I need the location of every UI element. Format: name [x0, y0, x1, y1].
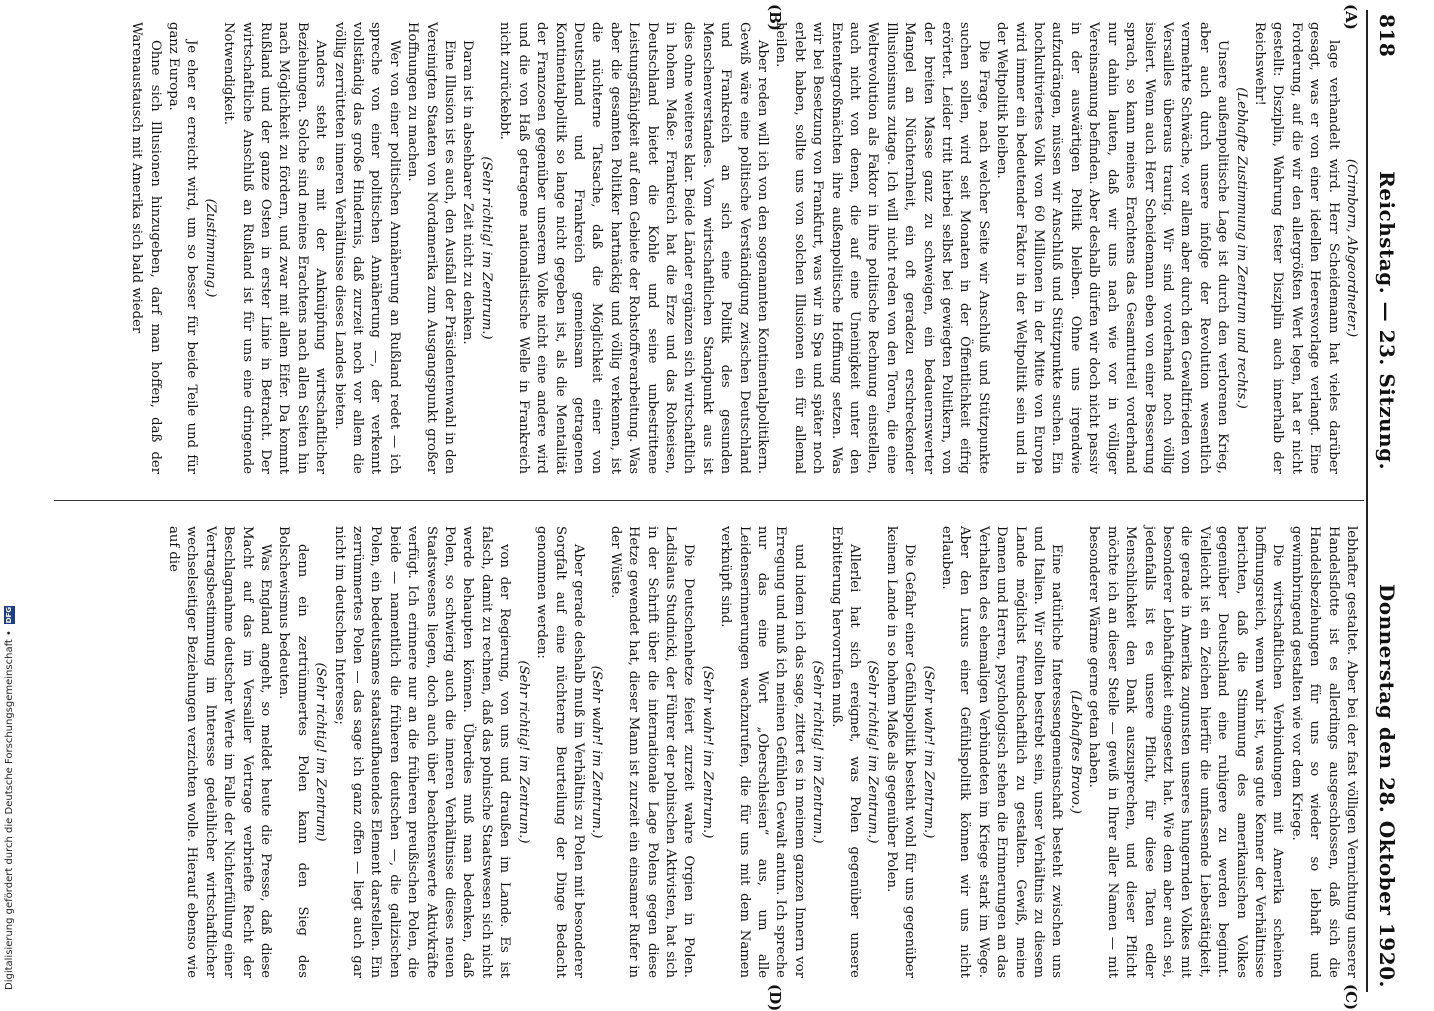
paragraph: (Crimborn, Abgeordneter.) — [1344, 158, 1359, 338]
header-rule — [1366, 10, 1368, 992]
paragraph: Die Deutschenhetze feiert zurzeit wahre Orgien in Polen. Ladislaus Studnicki, der Führer der polnischen Aktivisten, hat sich in der Schrift über die internationale Lage Polens gegen diese Hetze gewendet hat, dieser Mann ist zurzeit ein einsamer Rufer in der Wüste. — [607, 526, 697, 978]
left-text-column — [60, 22, 1360, 474]
rotated-document-page — [38, 4, 1404, 1011]
paragraph: Eine Illusion ist es auch, den Ausfall der Präsidentenwahl in den Vereinigten Staaten von Nordamerika zum Ausgangspunkt großer Hoffnungen zu machen. — [405, 22, 458, 474]
credit-text: Digitalisierung gefördert durch die Deutsche Forschungsgemeinschaft • — [4, 630, 15, 990]
margin-mark-c: (C) — [1342, 984, 1360, 1011]
paragraph: (Zustimmung.) — [202, 198, 218, 298]
paragraph: (Lebhafte Zustimmung im Zentrum und rechts.) — [1233, 87, 1249, 409]
paragraph: von der Regierung, von uns und draußen im Lande. Es ist falsch, damit zu rechnen, daß das polnische Staatswesen sich nicht werde behaupten können. Überdies muß man bedenken, daß Polen, so schwierig auch die inneren Verhältnisse dieses neuen Staatswesens liegen, doch auch über beachtenswerte Aktivkräfte verfügt. Ich erinnere nur an die früheren preußischen Polen, die beide — namentlich die früheren deutschen —, die galizischen Polen, ein bedeutsames staatsaufbauendes Element darstellen. Ein zerrümmertes Polen — das sage ich ganz offen — liegt auch gar nicht im deutschen Interesse; — [331, 526, 513, 978]
paragraph: (Sehr richtig! im Zentrum.) — [865, 660, 881, 844]
paragraph: (Sehr richtig! im Zentrum.) — [810, 660, 826, 844]
paragraph: Aber reden will ich von den sogenannten Kontinentalpolitikern. Gewiß wäre eine politische Verständigung zwischen Deutschland und Frankreich an sich eine Politik des gesunden Menschenverstandes. Vom wirtschaftlichen Standpunkt aus ist dies ohne weiteres klar. Beide Länder ergänzen sich wirtschaftlich in hohem Maße: Frankreich hat die Erze und das Rohseisen, Deutschland bietet die Kohle und seine unbestrittene Leistungsfähigkeit auf dem Gebiete der Rohstoffverarbeitung. Was aber die gesamten Politiker hartnäckig und völlig verkennen, ist die nüchterne Tatsache, daß die Möglichkeit einer von Deutschland und Frankreich gemeinsam getragenen Kontinentalpolitik so lange nicht gegeben ist, als die Mentalität der Franzosen gegenüber unserem Volke nicht eine andere wird und die von Haß getragene nationalistische Welle in Frankreich nicht zurückebbt. — [497, 22, 770, 474]
page-number: 818 — [1375, 14, 1399, 58]
paragraph: denn ein zertrümmertes Polen kann den Sieg des Bolschewismus bedeuten. — [276, 526, 310, 978]
paragraph: Je eher er erreicht wird, um so besser für beide Teile und für ganz Europa. — [166, 22, 200, 474]
paragraph: Die wirtschaftlichen Verbindungen mit Amerika scheinen hoffnungsreich, wenn wahr ist, was gute Kenner der Verhältnisse berichten, daß die Stimmung des amerikanischen Volkes gegenüber Deutschland eine ruhigere zu werden beginnt. Vielleicht ist ein Zeichen hierfür die umfassende Liebestätigkeit, die gerade in Amerika zugunsten unseres hungernden Volkes mit besonderer Lebhaftigkeit eingesetzt hat. Wie dem aber auch sei, jedenfalls ist es unsere Pflicht, für diese Taten edler Menschlichkeit den Dank auszusprechen, und dieser Pflicht möchte ich an dieser Stelle — gewiß in Ihrer aller Namen — mit besonderer Wärme gerne getan haben. — [1086, 526, 1286, 978]
right-text-column — [60, 526, 1360, 978]
paragraph: Aber gerade deshalb muß im Verhältnis zu Polen mit besonderer Sorgfalt auf eine nüchterne Beurteilung der Dinge Bedacht genommen werden: — [534, 526, 586, 978]
column-divider — [54, 500, 1364, 501]
paragraph: Anders steht es mit der Anknüpfung wirtschaftlicher Beziehungen. Solche sind meines Erachtens nach allen Seiten hin nach Möglichkeit zu fördern, und zwar mit allem Eifer. Da kommt Rußland und der ganze Osten in erster Linie in Betracht. Der wirtschaftliche Anschluß an Rußland ist für uns eine dringende Notwendigkeit. — [221, 22, 329, 474]
paragraph: Ohne sich Illusionen hinzugeben, darf man hoffen, daß der Warenaustausch mit Amerika sich bald wieder — [129, 22, 163, 474]
paragraph: (Sehr wahr! im Zentrum.) — [920, 665, 936, 839]
paragraph: Die Frage, nach welcher Seite wir Anschluß und Stützpunkte suchen sollen, wird seit Monaten in der Öffentlichkeit eifrig erörtert. Leider tritt hierbei selbst bei gewiegten Politikern, von der breiten Masse ganz zu schweigen, ein bedauernswerter Mangel an Nüchternheit, ein oft geradezu erschreckender Illusionismus zutage. Ich will nicht reden von den Toren, die eine Weltrevolution als Faktor in ihre politische Rechnung einstellen, auch nicht von denen, die auf eine Uneinigkeit unter den Ententegroßmächten ihre außenpolitische Hoffnung setzen. Was wir bei Besetzung von Frankfurt, was wir in Spa und später noch erlebt haben, sollte uns von solchen Illusionen ein für allemal heilen. — [773, 22, 991, 474]
paragraph: (Sehr richtig! im Zentrum.) — [478, 156, 494, 340]
paragraph: (Lebhaftes Bravo.) — [1067, 690, 1083, 814]
digitization-credit — [4, 0, 15, 990]
margin-mark-d: (D) — [766, 984, 784, 1011]
paragraph: Daran ist in absehbarer Zeit nicht zu denken. — [460, 40, 476, 345]
paragraph: lage verhandelt wird. Herr Scheidemann hat vieles darüber gesagt, was er von einer ideellen Heeresvorlage verlangt. Eine Forderung, auf die wir den allergrößten Wert legen, hat er nicht gestellt: Disziplin, Wahrung fester Disziplin auch innerhalb der Reichswehr! — [1251, 22, 1341, 474]
paragraph: Eine natürliche Interessengemeinschaft besteht zwischen uns und Italien. Wir sollten bestrebt sein, unser Verhältnis zu diesem Lande möglichst freundschaftlich zu gestalten. Gewiß, meine Damen und Herren, psychologisch stehen die Erinnerungen an das Verhalten des ehemaligen Verbündeten im Kriege stark im Wege. Aber den Luxus einer Gefühlspolitik können wir uns nicht erlauben. — [939, 526, 1065, 978]
paragraph: lebhafter gestaltet. Aber bei der fast völligen Vernichtung unserer Handelsflotte ist es allerdings ausgeschlossen, daß sich die Handelsbeziehungen für uns so wieder so lebhaft und gewinnbringend gestalten wie vor dem Kriege. — [1288, 526, 1359, 978]
session-title: Reichstag. — 23. Sitzung. — [1375, 171, 1399, 471]
paragraph: (Sehr richtig! im Zentrum) — [313, 662, 329, 842]
margin-mark-b: (B) — [766, 4, 784, 31]
session-date: Donnerstag den 28. Oktober 1920. — [1375, 583, 1399, 988]
paragraph: Unsere außenpolitische Lage ist durch den verlorenen Krieg, aber auch durch unsere infolge der Revolution wesentlich vermehrte Schwäche, vor allem aber durch den Gewaltfrieden von Versailles überaus traurig. Wir sind vorderhand noch völlig isoliert. Wenn auch Herr Scheidemann eben von einer Besserung sprach, so kann meines Erachtens das Gesamturteil vorderhand nur dahin lauten, daß wir uns nach wie vor in völliger Vereinsamung befinden. Aber deshalb dürfen wir doch nicht passiv in der auswärtigen Politik bleiben. Ohne uns irgendwie aufzudrängen, müssen wir Anschluß und Stützpunkte suchen. Ein hochkultiviertes Volk von 60 Millionen in der Mitte von Europa wird immer ein bedeutender Faktor in der Weltpolitik sein und in der Weltpolitik bleiben. — [994, 22, 1231, 474]
paragraph: (Sehr richtig! im Zentrum.) — [515, 660, 531, 844]
margin-mark-a: (A) — [1342, 4, 1360, 30]
paragraph: Allerlei hat sich ereignet, was Polen gegenüber unsere Erbitterung hervorrufen muß. — [828, 526, 863, 978]
dfg-logo-icon: DFG — [5, 606, 13, 624]
paragraph: Wer von einer politischen Annäherung an Rußland redet — ich spreche von einer politischen Annäherung —, der verkennt vollständig das große Hindernis, daß zurzeit noch vor allem die völlig zerrütteten inneren Verhältnisse dieses Landes bieten. — [331, 22, 402, 474]
paragraph: und indem ich das sage, zittert es in meinem ganzen Innern vor Erregung und muß ich meinen Gefühlen Gewalt antun. Ich spreche nur das eine Wort „Oberschlesien“ aus, um alle Leidenserinnerungen wachzurufen, die für uns mit dem Namen verknüpft sind. — [718, 526, 807, 978]
paragraph: (Sehr wahr! im Zentrum.) — [589, 665, 605, 839]
paragraph: Die Gefahr einer Gefühlspolitik besteht wohl für uns gegenüber keinem Lande in so hohem Maße als gegenüber Polen. — [883, 526, 918, 978]
paragraph: (Sehr wahr! im Zentrum.) — [699, 665, 715, 839]
page-header — [1370, 14, 1404, 988]
paragraph: Was England angeht, so meldet heute die Presse, daß diese Macht auf das im Versailler Vertrage verbriefte Recht der Beschlagnahme deutscher Werte im Falle der Nichterfüllung einer Vertragsbestimmung im Interesse gedeihlicher wirtschaftlicher wechselseitiger Beziehungen verzichten wolle. Hierauf ebenso wie auf die — [166, 526, 274, 978]
